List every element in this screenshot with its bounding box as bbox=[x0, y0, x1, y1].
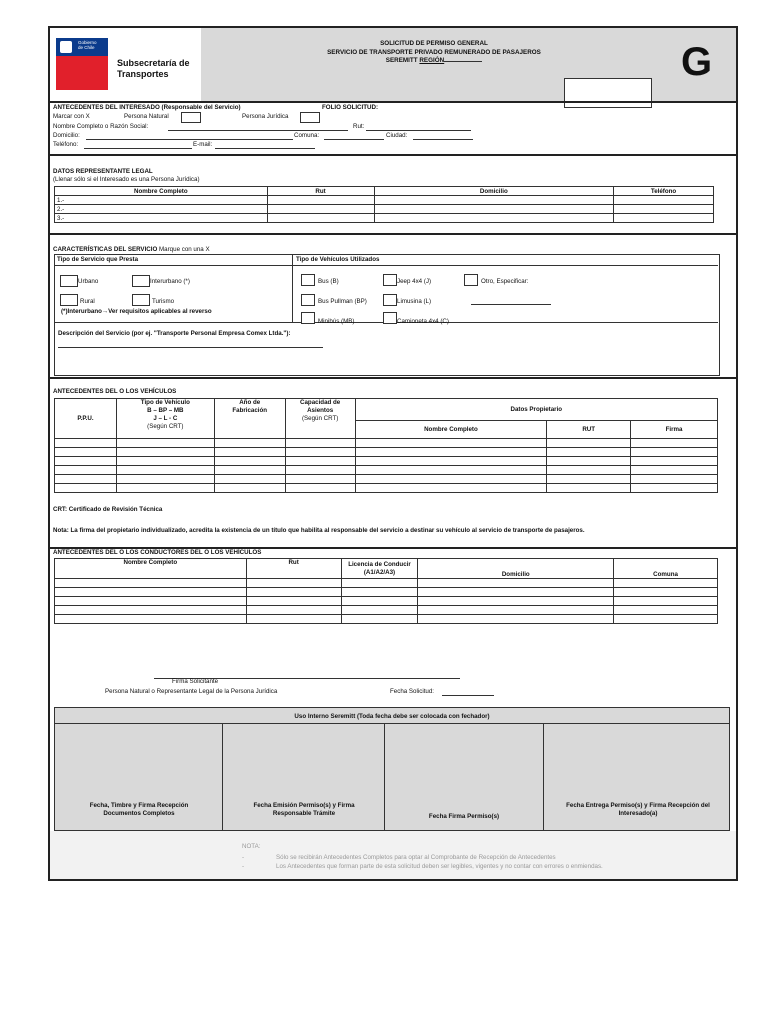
marcar-label: Marcar con X bbox=[53, 113, 90, 120]
col-cond-licencia: Licencia de Conducir (A1/A2/A3) bbox=[341, 559, 418, 579]
conductores-title: ANTECEDENTES DEL O LOS CONDUCTORES DEL O LOS VEHÍCULOS bbox=[53, 549, 262, 556]
rut-label: Rut: bbox=[353, 123, 365, 130]
bus-checkbox[interactable] bbox=[301, 274, 315, 286]
table-row[interactable] bbox=[55, 606, 718, 615]
domicilio-label: Domicilio: bbox=[53, 132, 80, 139]
table-row[interactable]: 3.- bbox=[55, 214, 714, 223]
col-capacidad: Capacidad de Asientos (Según CRT) bbox=[285, 399, 355, 439]
urbano-checkbox[interactable] bbox=[60, 275, 78, 287]
col-ppu: P.P.U. bbox=[55, 399, 117, 439]
form-title: SOLICITUD DE PERMISO GENERAL SERVICIO DE TRANSPORTE PRIVADO REMUNERADO DE PASAJEROS SEREMITT REGIÓN bbox=[327, 40, 541, 64]
domicilio-field[interactable] bbox=[86, 139, 293, 140]
title-block bbox=[201, 28, 736, 101]
org-name: Subsecretaría de Transportes bbox=[117, 58, 190, 79]
natural-checkbox[interactable] bbox=[181, 112, 201, 123]
org-block bbox=[50, 28, 202, 101]
uso-col-3: Fecha Firma Permiso(s) bbox=[428, 813, 500, 820]
jeep-checkbox[interactable] bbox=[383, 274, 397, 286]
nota-dash-1: - bbox=[242, 854, 245, 861]
rural-label: Rural bbox=[80, 298, 95, 305]
col-prop-nombre: Nombre Completo bbox=[355, 421, 547, 439]
rut-field[interactable] bbox=[366, 130, 471, 131]
col-cond-domicilio: Domicilio bbox=[418, 559, 614, 579]
col-cond-rut: Rut bbox=[246, 559, 341, 579]
comuna-label: Comuna: bbox=[294, 132, 320, 139]
telefono-field[interactable] bbox=[84, 148, 192, 149]
table-row[interactable]: 1.- bbox=[55, 196, 714, 205]
minibus-checkbox[interactable] bbox=[301, 312, 315, 324]
table-row[interactable] bbox=[55, 475, 718, 484]
col-anio: Año de Fabricación bbox=[214, 399, 285, 439]
col-cond-comuna: Comuna bbox=[614, 559, 718, 579]
camioneta-checkbox[interactable] bbox=[383, 312, 397, 324]
interesado-title: ANTECEDENTES DEL INTERESADO (Responsable del Servicio) bbox=[53, 104, 241, 111]
representante-subtitle: (Llenar sólo si el Interesado es una Persona Jurídica) bbox=[53, 176, 200, 183]
servicio-col2: Tipo de Vehículos Utilizados bbox=[296, 256, 380, 263]
col-datos-propietario: Datos Propietario bbox=[355, 399, 717, 421]
table-row[interactable] bbox=[55, 448, 718, 457]
table-row[interactable] bbox=[55, 615, 718, 624]
col-nombre: Nombre Completo bbox=[55, 187, 268, 196]
pullman-checkbox[interactable] bbox=[301, 294, 315, 306]
otro-label: Otro, Especificar: bbox=[481, 278, 529, 285]
urbano-label: Urbano bbox=[78, 278, 99, 285]
col-tipo: Tipo de Vehículo B – BP – MB J – L - C (Según CRT) bbox=[116, 399, 214, 439]
descripcion-label: Descripción del Servicio (por ej. "Transporte Personal Empresa Comex Ltda."): bbox=[58, 330, 291, 337]
firma-solicitante-label: Firma Solicitante bbox=[172, 678, 219, 685]
table-row[interactable] bbox=[55, 588, 718, 597]
col-rut: Rut bbox=[267, 187, 374, 196]
table-row[interactable] bbox=[55, 579, 718, 588]
coat-of-arms-icon bbox=[60, 41, 72, 53]
interurbano-checkbox[interactable] bbox=[132, 275, 150, 287]
interurbano-label: Interurbano (*) bbox=[150, 278, 190, 285]
ciudad-label: Ciudad: bbox=[386, 132, 408, 139]
representante-table bbox=[54, 186, 714, 223]
nota-label: NOTA: bbox=[242, 843, 261, 850]
comuna-field[interactable] bbox=[324, 139, 384, 140]
servicio-title: CARACTERÍSTICAS DEL SERVICIO Marque con una X bbox=[53, 246, 210, 253]
conductores-table bbox=[54, 558, 718, 624]
vehiculos-title: ANTECEDENTES DEL O LOS VEHÍCULOS bbox=[53, 388, 177, 395]
form-letter: G bbox=[681, 40, 713, 84]
nota-2: Los Antecedentes que forman parte de esta solicitud deben ser legibles, vigentes y no contar con errores o enmiendas. bbox=[276, 863, 603, 870]
telefono-label: Teléfono: bbox=[53, 141, 79, 148]
descripcion-field[interactable] bbox=[58, 347, 323, 348]
logo-text: Gobierno de Chile bbox=[78, 40, 97, 50]
col-prop-rut: RUT bbox=[547, 421, 631, 439]
folio-input-box[interactable] bbox=[564, 78, 652, 108]
table-row[interactable] bbox=[55, 597, 718, 606]
permit-form bbox=[48, 26, 738, 881]
natural-label: Persona Natural bbox=[124, 113, 169, 120]
uso-col-1: Fecha, Timbre y Firma Recepción Documentos Completos bbox=[89, 802, 189, 817]
juridica-label: Persona Jurídica bbox=[242, 113, 289, 120]
table-row[interactable] bbox=[55, 466, 718, 475]
col-cond-nombre: Nombre Completo bbox=[55, 559, 247, 579]
uso-interno-title: Uso Interno Seremitt (Toda fecha debe ser colocada con fechador) bbox=[294, 713, 490, 720]
juridica-checkbox[interactable] bbox=[300, 112, 320, 123]
ciudad-field[interactable] bbox=[413, 139, 473, 140]
turismo-label: Turismo bbox=[152, 298, 175, 305]
table-row[interactable] bbox=[55, 484, 718, 493]
table-row[interactable] bbox=[55, 457, 718, 466]
header bbox=[50, 28, 736, 101]
nombre-field[interactable] bbox=[168, 130, 348, 131]
rural-checkbox[interactable] bbox=[60, 294, 78, 306]
persona-label: Persona Natural o Representante Legal de la Persona Jurídica bbox=[105, 688, 278, 695]
folio-label: FOLIO SOLICITUD: bbox=[322, 104, 379, 111]
otro-checkbox[interactable] bbox=[464, 274, 478, 286]
limusina-checkbox[interactable] bbox=[383, 294, 397, 306]
email-label: E-mail: bbox=[193, 141, 213, 148]
col-telefono: Teléfono bbox=[614, 187, 714, 196]
interurbano-note: (*)Interurbano→Ver requisitos aplicables al reverso bbox=[61, 308, 212, 315]
jeep-label: Jeep 4x4 (J) bbox=[397, 278, 432, 285]
uso-col-2: Fecha Emisión Permiso(s) y Firma Responsable Trámite bbox=[253, 802, 355, 817]
table-row[interactable] bbox=[55, 439, 718, 448]
table-row[interactable]: 2.- bbox=[55, 205, 714, 214]
government-logo bbox=[56, 38, 108, 90]
pullman-label: Bus Pullman (BP) bbox=[318, 298, 367, 305]
nota-1: Sólo se recibirán Antecedentes Completos para optar al Comprobante de Recepción de Antecedentes bbox=[276, 854, 556, 861]
otro-field[interactable] bbox=[471, 304, 551, 305]
vehiculos-table bbox=[54, 398, 718, 493]
limusina-label: Limusina (L) bbox=[397, 298, 432, 305]
nombre-label: Nombre Completo o Razón Social: bbox=[53, 123, 149, 130]
firma-note: Nota: La firma del propietario individualizado, acredita la existencia de un título que habilita al responsable del servicio a destinar su vehículo al servicio de transporte de pasajeros. bbox=[53, 527, 585, 534]
turismo-checkbox[interactable] bbox=[132, 294, 150, 306]
fecha-solicitud-label: Fecha Solicitud: bbox=[390, 688, 435, 695]
representante-title: DATOS REPRESENTANTE LEGAL bbox=[53, 168, 153, 175]
col-domicilio: Domicilio bbox=[374, 187, 614, 196]
fecha-solicitud-field[interactable] bbox=[442, 695, 494, 696]
minibus-label: Minibús (MB) bbox=[318, 318, 355, 325]
servicio-col1: Tipo de Servicio que Presta bbox=[57, 256, 139, 263]
col-prop-firma: Firma bbox=[631, 421, 718, 439]
bus-label: Bus (B) bbox=[318, 278, 339, 285]
camioneta-label: Camioneta 4x4 (C) bbox=[397, 318, 449, 325]
email-field[interactable] bbox=[215, 148, 315, 149]
uso-col-4: Fecha Entrega Permiso(s) y Firma Recepción del Interesado(a) bbox=[566, 802, 710, 817]
nota-dash-2: - bbox=[242, 863, 245, 870]
crt-note: CRT: Certificado de Revisión Técnica bbox=[53, 506, 163, 513]
